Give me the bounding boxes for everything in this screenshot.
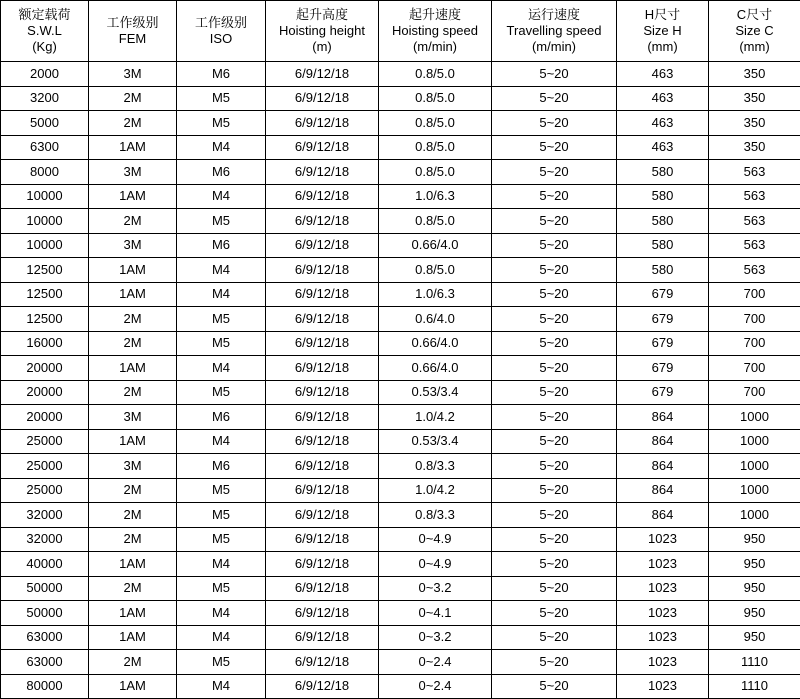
table-cell: 6/9/12/18 bbox=[266, 576, 379, 601]
table-cell: 5~20 bbox=[492, 625, 617, 650]
column-header-4 bbox=[379, 1, 492, 62]
table-cell: 2M bbox=[89, 111, 177, 136]
table-cell: 5~20 bbox=[492, 380, 617, 405]
table-cell: 563 bbox=[709, 258, 800, 283]
column-header-4-line-1: 起升速度 bbox=[380, 7, 490, 23]
table-cell: 0.53/3.4 bbox=[379, 380, 492, 405]
table-cell: 0~2.4 bbox=[379, 650, 492, 675]
table-row bbox=[1, 356, 800, 381]
table-cell: 2M bbox=[89, 307, 177, 332]
table-row bbox=[1, 625, 800, 650]
table-cell: 1023 bbox=[617, 650, 709, 675]
table-cell: 63000 bbox=[1, 625, 89, 650]
table-cell: 6/9/12/18 bbox=[266, 478, 379, 503]
table-row bbox=[1, 503, 800, 528]
table-cell: 580 bbox=[617, 160, 709, 185]
table-cell: 0.8/5.0 bbox=[379, 209, 492, 234]
table-cell: 950 bbox=[709, 527, 800, 552]
table-cell: 6/9/12/18 bbox=[266, 601, 379, 626]
column-header-7-line-2: Size C bbox=[710, 23, 799, 39]
column-header-5-line-3: (m/min) bbox=[493, 39, 615, 55]
table-cell: 0.8/5.0 bbox=[379, 62, 492, 87]
table-row bbox=[1, 405, 800, 430]
table-cell: 1023 bbox=[617, 625, 709, 650]
column-header-3 bbox=[266, 1, 379, 62]
table-cell: 1023 bbox=[617, 576, 709, 601]
table-cell: M5 bbox=[177, 650, 266, 675]
table-cell: 20000 bbox=[1, 405, 89, 430]
table-cell: 6/9/12/18 bbox=[266, 625, 379, 650]
table-cell: M5 bbox=[177, 111, 266, 136]
table-cell: 1023 bbox=[617, 674, 709, 699]
table-cell: 1AM bbox=[89, 601, 177, 626]
table-row bbox=[1, 576, 800, 601]
table-row bbox=[1, 454, 800, 479]
column-header-1-line-2: FEM bbox=[90, 31, 175, 47]
table-cell: 6/9/12/18 bbox=[266, 405, 379, 430]
table-cell: 1023 bbox=[617, 527, 709, 552]
table-cell: 25000 bbox=[1, 454, 89, 479]
table-cell: 6/9/12/18 bbox=[266, 650, 379, 675]
table-cell: 5~20 bbox=[492, 135, 617, 160]
table-cell: 6/9/12/18 bbox=[266, 160, 379, 185]
table-cell: 6/9/12/18 bbox=[266, 503, 379, 528]
table-cell: 580 bbox=[617, 209, 709, 234]
table-row bbox=[1, 650, 800, 675]
table-body bbox=[1, 62, 800, 699]
table-cell: 6/9/12/18 bbox=[266, 258, 379, 283]
table-row bbox=[1, 160, 800, 185]
table-cell: 0.8/3.3 bbox=[379, 503, 492, 528]
table-cell: 1AM bbox=[89, 184, 177, 209]
table-cell: M4 bbox=[177, 552, 266, 577]
table-row bbox=[1, 527, 800, 552]
table-cell: 6300 bbox=[1, 135, 89, 160]
table-cell: 1.0/6.3 bbox=[379, 184, 492, 209]
table-cell: 563 bbox=[709, 184, 800, 209]
table-cell: 864 bbox=[617, 503, 709, 528]
table-cell: 0~4.9 bbox=[379, 552, 492, 577]
table-cell: 1.0/4.2 bbox=[379, 478, 492, 503]
column-header-2 bbox=[177, 1, 266, 62]
table-cell: 0.6/4.0 bbox=[379, 307, 492, 332]
table-cell: 2M bbox=[89, 650, 177, 675]
table-cell: 563 bbox=[709, 160, 800, 185]
table-cell: 950 bbox=[709, 625, 800, 650]
table-cell: 12500 bbox=[1, 307, 89, 332]
table-cell: 50000 bbox=[1, 601, 89, 626]
column-header-3-line-2: Hoisting height bbox=[267, 23, 377, 39]
table-cell: 0~2.4 bbox=[379, 674, 492, 699]
table-cell: 6/9/12/18 bbox=[266, 429, 379, 454]
table-cell: 864 bbox=[617, 405, 709, 430]
table-cell: 1.0/6.3 bbox=[379, 282, 492, 307]
table-cell: M5 bbox=[177, 331, 266, 356]
column-header-4-line-3: (m/min) bbox=[380, 39, 490, 55]
table-cell: 5~20 bbox=[492, 184, 617, 209]
table-cell: M5 bbox=[177, 380, 266, 405]
table-cell: 679 bbox=[617, 331, 709, 356]
column-header-0-line-3: (Kg) bbox=[2, 39, 87, 55]
table-cell: 2000 bbox=[1, 62, 89, 87]
table-cell: 0.8/5.0 bbox=[379, 111, 492, 136]
table-cell: 580 bbox=[617, 258, 709, 283]
table-cell: 1AM bbox=[89, 356, 177, 381]
column-header-7-line-3: (mm) bbox=[710, 39, 799, 55]
table-cell: 6/9/12/18 bbox=[266, 552, 379, 577]
table-cell: 1AM bbox=[89, 282, 177, 307]
table-cell: 10000 bbox=[1, 209, 89, 234]
table-cell: 2M bbox=[89, 86, 177, 111]
table-cell: 1000 bbox=[709, 454, 800, 479]
table-cell: 2M bbox=[89, 209, 177, 234]
table-cell: 1000 bbox=[709, 405, 800, 430]
table-cell: 1AM bbox=[89, 135, 177, 160]
table-cell: 5~20 bbox=[492, 527, 617, 552]
table-cell: 463 bbox=[617, 135, 709, 160]
table-cell: 0.66/4.0 bbox=[379, 356, 492, 381]
table-cell: M5 bbox=[177, 503, 266, 528]
column-header-2-line-1: 工作级别 bbox=[178, 15, 264, 31]
table-cell: 1.0/4.2 bbox=[379, 405, 492, 430]
table-cell: 580 bbox=[617, 184, 709, 209]
table-cell: 679 bbox=[617, 380, 709, 405]
table-cell: 1023 bbox=[617, 552, 709, 577]
table-cell: 16000 bbox=[1, 331, 89, 356]
table-cell: 0.8/5.0 bbox=[379, 86, 492, 111]
table-cell: 2M bbox=[89, 503, 177, 528]
table-cell: 3M bbox=[89, 160, 177, 185]
table-row bbox=[1, 209, 800, 234]
column-header-5-line-1: 运行速度 bbox=[493, 7, 615, 23]
table-cell: M5 bbox=[177, 478, 266, 503]
table-cell: 0.8/5.0 bbox=[379, 160, 492, 185]
table-cell: 5~20 bbox=[492, 160, 617, 185]
table-cell: 5000 bbox=[1, 111, 89, 136]
table-cell: 6/9/12/18 bbox=[266, 135, 379, 160]
table-cell: 80000 bbox=[1, 674, 89, 699]
table-cell: 700 bbox=[709, 356, 800, 381]
table-cell: 5~20 bbox=[492, 405, 617, 430]
table-cell: M6 bbox=[177, 405, 266, 430]
table-cell: 580 bbox=[617, 233, 709, 258]
column-header-5 bbox=[492, 1, 617, 62]
table-cell: 5~20 bbox=[492, 356, 617, 381]
table-cell: 1AM bbox=[89, 258, 177, 283]
column-header-0-line-1: 额定载荷 bbox=[2, 7, 87, 23]
table-row bbox=[1, 258, 800, 283]
table-row bbox=[1, 62, 800, 87]
table-cell: 0.8/3.3 bbox=[379, 454, 492, 479]
table-cell: M6 bbox=[177, 454, 266, 479]
table-cell: M4 bbox=[177, 601, 266, 626]
table-cell: 1023 bbox=[617, 601, 709, 626]
table-row bbox=[1, 282, 800, 307]
table-cell: 6/9/12/18 bbox=[266, 62, 379, 87]
table-cell: 1AM bbox=[89, 429, 177, 454]
table-cell: 563 bbox=[709, 233, 800, 258]
table-cell: 1AM bbox=[89, 674, 177, 699]
table-cell: 5~20 bbox=[492, 86, 617, 111]
table-cell: M4 bbox=[177, 135, 266, 160]
table-cell: 3M bbox=[89, 405, 177, 430]
table-cell: M5 bbox=[177, 527, 266, 552]
column-header-5-line-2: Travelling speed bbox=[493, 23, 615, 39]
table-cell: 5~20 bbox=[492, 282, 617, 307]
table-cell: 20000 bbox=[1, 356, 89, 381]
table-cell: M4 bbox=[177, 282, 266, 307]
table-cell: 1AM bbox=[89, 552, 177, 577]
table-cell: 10000 bbox=[1, 233, 89, 258]
column-header-1 bbox=[89, 1, 177, 62]
table-cell: M6 bbox=[177, 160, 266, 185]
table-cell: 20000 bbox=[1, 380, 89, 405]
column-header-3-line-1: 起升高度 bbox=[267, 7, 377, 23]
table-cell: M5 bbox=[177, 209, 266, 234]
table-cell: 679 bbox=[617, 356, 709, 381]
table-cell: 1AM bbox=[89, 625, 177, 650]
table-cell: 6/9/12/18 bbox=[266, 674, 379, 699]
table-cell: 6/9/12/18 bbox=[266, 233, 379, 258]
table-cell: M5 bbox=[177, 307, 266, 332]
table-cell: 5~20 bbox=[492, 429, 617, 454]
table-cell: M4 bbox=[177, 625, 266, 650]
table-cell: 5~20 bbox=[492, 258, 617, 283]
table-cell: 6/9/12/18 bbox=[266, 527, 379, 552]
table-cell: 1000 bbox=[709, 429, 800, 454]
table-cell: 40000 bbox=[1, 552, 89, 577]
table-cell: 563 bbox=[709, 209, 800, 234]
table-cell: 1000 bbox=[709, 478, 800, 503]
table-cell: 1000 bbox=[709, 503, 800, 528]
table-cell: M4 bbox=[177, 258, 266, 283]
table-cell: 5~20 bbox=[492, 331, 617, 356]
table-cell: M4 bbox=[177, 429, 266, 454]
column-header-6-line-3: (mm) bbox=[618, 39, 707, 55]
table-cell: 25000 bbox=[1, 429, 89, 454]
table-row bbox=[1, 601, 800, 626]
column-header-6-line-1: H尺寸 bbox=[618, 7, 707, 23]
table-cell: 2M bbox=[89, 576, 177, 601]
table-cell: 5~20 bbox=[492, 454, 617, 479]
table-cell: 1110 bbox=[709, 674, 800, 699]
table-cell: 5~20 bbox=[492, 552, 617, 577]
table-row bbox=[1, 135, 800, 160]
column-header-4-line-2: Hoisting speed bbox=[380, 23, 490, 39]
table-cell: 700 bbox=[709, 282, 800, 307]
table-cell: 0.8/5.0 bbox=[379, 135, 492, 160]
table-cell: 350 bbox=[709, 86, 800, 111]
column-header-2-line-2: ISO bbox=[178, 31, 264, 47]
table-cell: 5~20 bbox=[492, 233, 617, 258]
table-cell: 10000 bbox=[1, 184, 89, 209]
table-cell: 463 bbox=[617, 111, 709, 136]
table-cell: 864 bbox=[617, 429, 709, 454]
table-cell: 6/9/12/18 bbox=[266, 184, 379, 209]
table-cell: 3M bbox=[89, 62, 177, 87]
table-cell: 2M bbox=[89, 527, 177, 552]
table-cell: 864 bbox=[617, 454, 709, 479]
table-cell: 700 bbox=[709, 380, 800, 405]
table-cell: 679 bbox=[617, 307, 709, 332]
table-cell: 350 bbox=[709, 111, 800, 136]
table-cell: 3M bbox=[89, 454, 177, 479]
table-cell: 5~20 bbox=[492, 209, 617, 234]
table-cell: 0.8/5.0 bbox=[379, 258, 492, 283]
table-cell: 350 bbox=[709, 62, 800, 87]
table-cell: 950 bbox=[709, 552, 800, 577]
column-header-6 bbox=[617, 1, 709, 62]
table-cell: 6/9/12/18 bbox=[266, 111, 379, 136]
table-cell: 8000 bbox=[1, 160, 89, 185]
table-cell: 12500 bbox=[1, 258, 89, 283]
table-cell: 5~20 bbox=[492, 62, 617, 87]
table-cell: 6/9/12/18 bbox=[266, 307, 379, 332]
column-header-0 bbox=[1, 1, 89, 62]
table-cell: 6/9/12/18 bbox=[266, 282, 379, 307]
table-cell: M6 bbox=[177, 62, 266, 87]
table-header bbox=[1, 1, 800, 62]
table-cell: M4 bbox=[177, 674, 266, 699]
table-cell: 700 bbox=[709, 307, 800, 332]
table-cell: 50000 bbox=[1, 576, 89, 601]
table-cell: 0~3.2 bbox=[379, 625, 492, 650]
table-cell: 950 bbox=[709, 576, 800, 601]
table-cell: 350 bbox=[709, 135, 800, 160]
column-header-7-line-1: C尺寸 bbox=[710, 7, 799, 23]
table-row bbox=[1, 380, 800, 405]
table-cell: 5~20 bbox=[492, 650, 617, 675]
column-header-6-line-2: Size H bbox=[618, 23, 707, 39]
table-row bbox=[1, 111, 800, 136]
table-cell: M5 bbox=[177, 86, 266, 111]
table-cell: 463 bbox=[617, 86, 709, 111]
column-header-0-line-2: S.W.L bbox=[2, 23, 87, 39]
table-row bbox=[1, 184, 800, 209]
table-row bbox=[1, 478, 800, 503]
column-header-7 bbox=[709, 1, 800, 62]
table-cell: 463 bbox=[617, 62, 709, 87]
table-header-row bbox=[1, 1, 800, 62]
column-header-1-line-1: 工作级别 bbox=[90, 15, 175, 31]
table-cell: 32000 bbox=[1, 503, 89, 528]
column-header-3-line-3: (m) bbox=[267, 39, 377, 55]
table-cell: 0.66/4.0 bbox=[379, 233, 492, 258]
table-row bbox=[1, 86, 800, 111]
table-cell: 6/9/12/18 bbox=[266, 454, 379, 479]
table-cell: 864 bbox=[617, 478, 709, 503]
table-cell: 63000 bbox=[1, 650, 89, 675]
table-cell: 0~3.2 bbox=[379, 576, 492, 601]
table-cell: 5~20 bbox=[492, 503, 617, 528]
table-cell: 679 bbox=[617, 282, 709, 307]
table-cell: 0.66/4.0 bbox=[379, 331, 492, 356]
table-row bbox=[1, 331, 800, 356]
table-cell: 0.53/3.4 bbox=[379, 429, 492, 454]
table-cell: 6/9/12/18 bbox=[266, 356, 379, 381]
table-cell: 5~20 bbox=[492, 111, 617, 136]
table-cell: M4 bbox=[177, 184, 266, 209]
table-row bbox=[1, 307, 800, 332]
table-row bbox=[1, 429, 800, 454]
table-cell: 12500 bbox=[1, 282, 89, 307]
table-cell: 5~20 bbox=[492, 307, 617, 332]
table-cell: 32000 bbox=[1, 527, 89, 552]
table-cell: 6/9/12/18 bbox=[266, 380, 379, 405]
table-cell: 3M bbox=[89, 233, 177, 258]
table-cell: 6/9/12/18 bbox=[266, 331, 379, 356]
table-cell: 700 bbox=[709, 331, 800, 356]
table-cell: 25000 bbox=[1, 478, 89, 503]
table-cell: 2M bbox=[89, 331, 177, 356]
table-row bbox=[1, 674, 800, 699]
table-row bbox=[1, 233, 800, 258]
table-cell: 5~20 bbox=[492, 601, 617, 626]
table-cell: 6/9/12/18 bbox=[266, 86, 379, 111]
table-cell: 5~20 bbox=[492, 674, 617, 699]
table-cell: 3200 bbox=[1, 86, 89, 111]
table-cell: 2M bbox=[89, 478, 177, 503]
table-cell: 950 bbox=[709, 601, 800, 626]
table-cell: 6/9/12/18 bbox=[266, 209, 379, 234]
table-row bbox=[1, 552, 800, 577]
table-cell: 1110 bbox=[709, 650, 800, 675]
table-cell: M4 bbox=[177, 356, 266, 381]
table-cell: M6 bbox=[177, 233, 266, 258]
table-cell: 0~4.9 bbox=[379, 527, 492, 552]
table-cell: 0~4.1 bbox=[379, 601, 492, 626]
table-cell: 5~20 bbox=[492, 478, 617, 503]
table-cell: M5 bbox=[177, 576, 266, 601]
table-cell: 2M bbox=[89, 380, 177, 405]
table-cell: 5~20 bbox=[492, 576, 617, 601]
